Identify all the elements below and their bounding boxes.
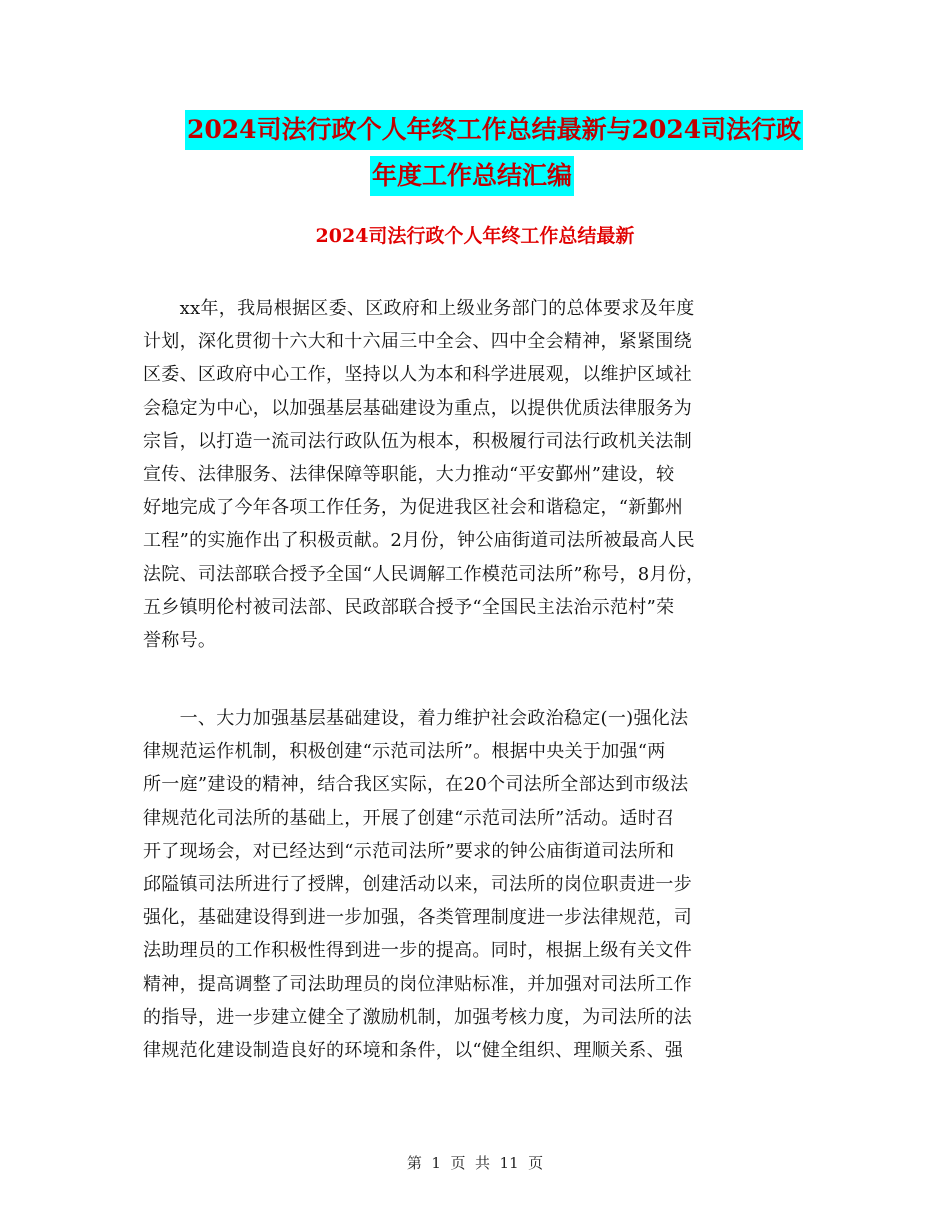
text-line: 开了现场会，对已经达到“示范司法所”要求的钟公庙街道司法所和 <box>143 840 675 862</box>
text-line: 区委、区政府中心工作，坚持以人为本和科学进展观，以维护区域社 <box>143 364 692 386</box>
text-line: 一、大力加强基层基础建设，着力维护社会政治稳定(一)强化法 <box>143 708 689 729</box>
paragraph-1 <box>143 292 803 657</box>
text-line: 计划，深化贯彻十六大和十六届三中全会、四中全会精神，紧紧围绕 <box>143 331 692 353</box>
text-line: 律规范运作机制，积极创建“示范司法所”。根据中央关于加强“两 <box>143 741 666 763</box>
text-line: 律规范化司法所的基础上，开展了创建“示范司法所”活动。适时召 <box>143 807 675 829</box>
text-line: 誉称号。 <box>143 629 217 651</box>
text-line: 会稳定为中心，以加强基层基础建设为重点，以提供优质法律服务为 <box>143 397 692 419</box>
text-line: 的指导，进一步建立健全了激励机制，加强考核力度，为司法所的法 <box>143 1006 692 1028</box>
text-line: 强化，基础建设得到进一步加强，各类管理制度进一步法律规范，司 <box>143 907 692 929</box>
text-line: 邱隘镇司法所进行了授牌，创建活动以来，司法所的岗位职责进一步 <box>143 873 692 895</box>
paragraph-2 <box>143 702 803 1067</box>
text-line: 律规范化建设制造良好的环境和条件，以“健全组织、理顺关系、强 <box>143 1039 684 1061</box>
text-line: 宗旨，以打造一流司法行政队伍为根本，积极履行司法行政机关法制 <box>143 430 692 452</box>
text-line: 法院、司法部联合授予全国“人民调解工作模范司法所”称号，8月份， <box>143 563 705 585</box>
text-line: 工程”的实施作出了积极贡献。2月份，钟公庙街道司法所被最高人民 <box>143 530 695 552</box>
text-line: 所一庭”建设的精神，结合我区实际，在20个司法所全部达到市级法 <box>143 774 689 796</box>
text-line: 法助理员的工作积极性得到进一步的提高。同时，根据上级有关文件 <box>143 940 692 962</box>
text-line: 精神，提高调整了司法助理员的岗位津贴标准，并加强对司法所工作 <box>143 973 692 995</box>
title-line-1: 2024司法行政个人年终工作总结最新与2024司法行政 <box>185 110 803 150</box>
page-footer: 第 1 页 共 11 页 <box>406 1154 544 1172</box>
text-line: 好地完成了今年各项工作任务，为促进我区社会和谐稳定，“新鄞州 <box>143 497 684 519</box>
text-line: 宣传、法律服务、法律保障等职能，大力推动“平安鄞州”建设，较 <box>143 463 675 485</box>
text-line: xx年，我局根据区委、区政府和上级业务部门的总体要求及年度 <box>143 298 695 319</box>
title-line-2: 年度工作总结汇编 <box>370 156 574 196</box>
text-line: 五乡镇明伦村被司法部、民政部联合授予“全国民主法治示范村”荣 <box>143 596 675 618</box>
section-heading: 2024司法行政个人年终工作总结最新 <box>315 225 635 247</box>
